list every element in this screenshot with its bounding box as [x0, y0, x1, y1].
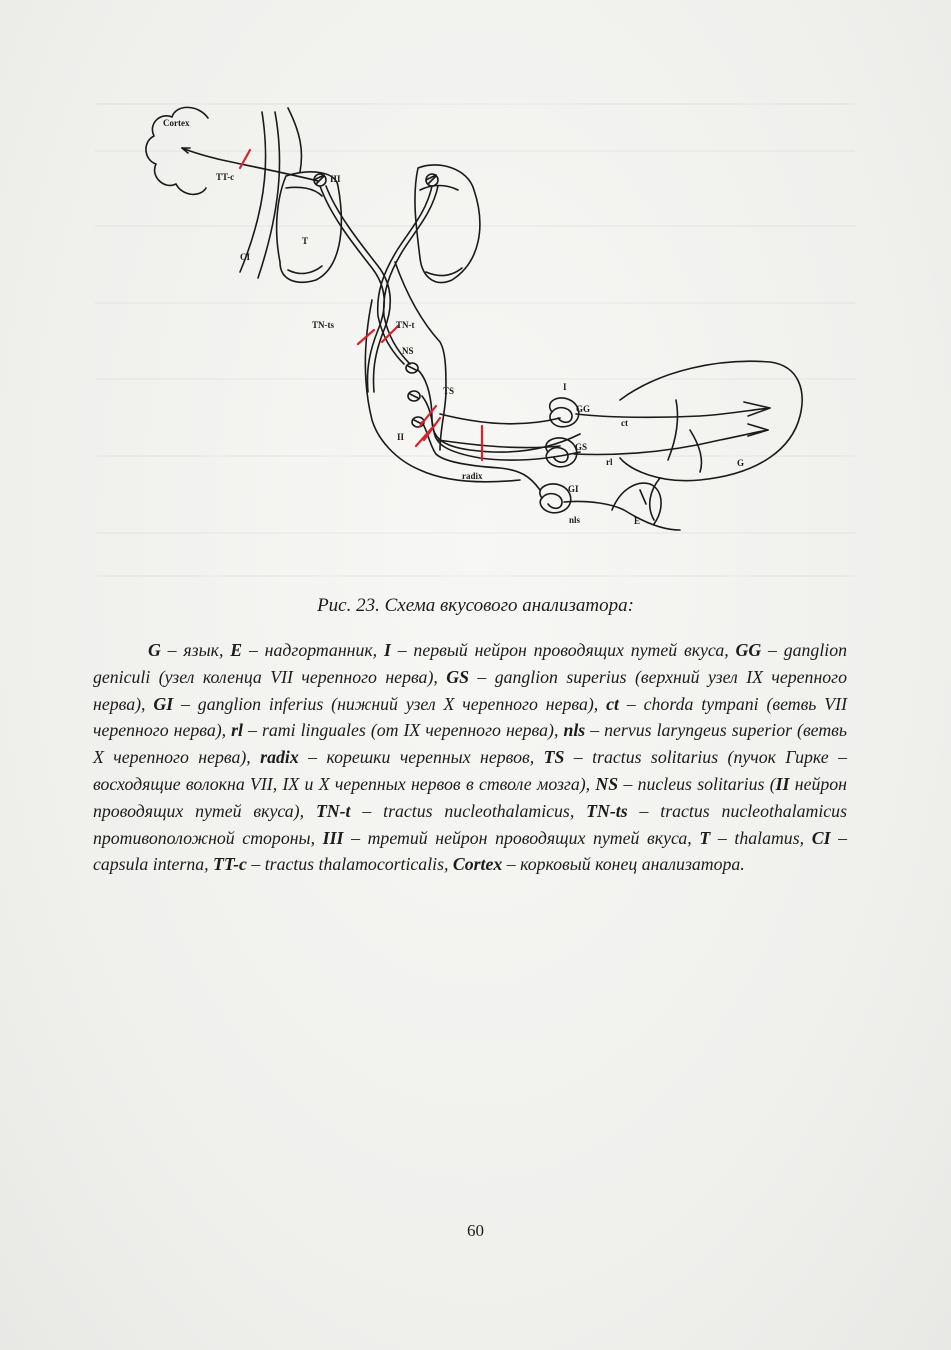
legend-term: E: [230, 640, 243, 660]
label-gg: GG: [576, 404, 591, 414]
legend-term: II: [775, 773, 790, 794]
legend-term: G: [148, 640, 161, 660]
legend-term: CI: [811, 827, 831, 848]
legend-term: III: [322, 827, 344, 848]
legend-term: I: [383, 640, 391, 660]
label-iii: III: [330, 174, 341, 184]
legend-term: nls: [563, 720, 586, 741]
legend-description: нейрон проводящих путей вкуса),: [93, 773, 847, 821]
gg-ganglion: [550, 398, 579, 427]
capsula-interna-line: [258, 112, 280, 278]
label-radix: radix: [462, 471, 483, 481]
legend-description: – nucleus solitarius (: [618, 773, 776, 794]
figure-legend: [93, 637, 847, 878]
chorda-tympani: [576, 408, 770, 417]
thalamocortical-tract: [182, 148, 318, 181]
legend-term: rl: [231, 720, 243, 741]
legend-description: – надгортанник,: [242, 640, 384, 660]
legend-term: TT-c: [213, 854, 247, 875]
legend-description: – thalamus,: [710, 827, 812, 848]
legend-description: – tractus nucleothalamicus противоположной стороны,: [93, 800, 847, 848]
label-tt-c: TT-c: [216, 172, 235, 182]
capsula-interna-line: [240, 112, 266, 272]
legend-description: – корешки черепных нервов,: [298, 747, 544, 768]
legend-term: radix: [260, 747, 299, 768]
label-ii: II: [397, 432, 405, 442]
label-ci: CI: [240, 252, 251, 262]
figure-caption: Рис. 23. Схема вкусового анализатора:: [317, 595, 634, 616]
legend-term: T: [699, 827, 711, 848]
legend-term: TN-ts: [586, 800, 628, 821]
legend-term: Cortex: [452, 854, 503, 875]
cut-mark-ts: [420, 406, 436, 426]
legend-term: NS: [595, 773, 619, 794]
legend-description: – ganglion geniculi (узел коленца VII черепного нерва),: [93, 640, 847, 687]
label-nls: nls: [569, 515, 581, 525]
legend-term: TS: [543, 747, 565, 768]
legend-description: – capsula interna,: [93, 827, 848, 875]
legend-term: ct: [606, 693, 619, 714]
label-t: T: [302, 236, 309, 246]
cut-mark-ii: [416, 428, 432, 446]
label-tn-t: TN-t: [396, 320, 415, 330]
radix-fiber: [438, 440, 560, 448]
taste-analyzer-diagram: [0, 0, 951, 600]
legend-description: – tractus thalamocorticalis,: [246, 854, 453, 875]
legend-description: – tractus nucleothalamicus,: [350, 800, 587, 821]
legend-description: – nervus laryngeus superior (ветвь X черепного нерва),: [93, 720, 847, 768]
label-ts: TS: [443, 386, 455, 396]
legend-description: – ganglion superius (верхний узел IX черепного нерва),: [93, 666, 847, 714]
label-gi: GI: [568, 484, 579, 494]
legend-term: TN-t: [315, 800, 351, 821]
legend-description: – третий нейрон проводящих путей вкуса,: [343, 827, 700, 848]
legend-paragraph: [93, 637, 847, 878]
legend-description: – корковый конец анализатора.: [502, 854, 745, 875]
label-rl: rl: [606, 457, 613, 467]
label-ns: NS: [402, 346, 414, 356]
legend-term: GG: [735, 640, 762, 660]
label-e: E: [634, 516, 641, 526]
right-thalamus: [415, 165, 480, 283]
gi-ganglion: [540, 484, 571, 513]
label-cortex: Cortex: [163, 118, 190, 128]
label-g: G: [737, 458, 745, 468]
legend-description: – ganglion inferius (нижний узел X черепного нерва),: [173, 693, 607, 714]
tractus-solitarius: [418, 370, 580, 452]
tongue-outline: [620, 361, 802, 480]
legend-term: GI: [153, 693, 174, 714]
legend-description: – язык,: [160, 640, 231, 660]
capsula-interna-line: [288, 108, 302, 172]
label-i: I: [563, 382, 567, 392]
page-number: 60: [467, 1221, 484, 1240]
legend-description: – первый нейрон проводящих путей вкуса,: [390, 640, 736, 660]
radix-fiber: [440, 414, 560, 424]
nervus-laryngeus: [564, 501, 680, 530]
label-ct: ct: [621, 418, 628, 428]
label-tn-ts: TN-ts: [312, 320, 334, 330]
legend-term: GS: [446, 666, 469, 687]
legend-description: – chorda tympani (ветвь VII черепного нерва),: [93, 693, 847, 741]
label-gs: GS: [575, 442, 588, 452]
legend-description: – rami linguales (от IX черепного нерва),: [243, 720, 564, 741]
legend-description: – tractus solitarius (пучок Гирке – восходящие волокна VII, IX и X черепных нервов в стволе мозга),: [93, 747, 847, 794]
